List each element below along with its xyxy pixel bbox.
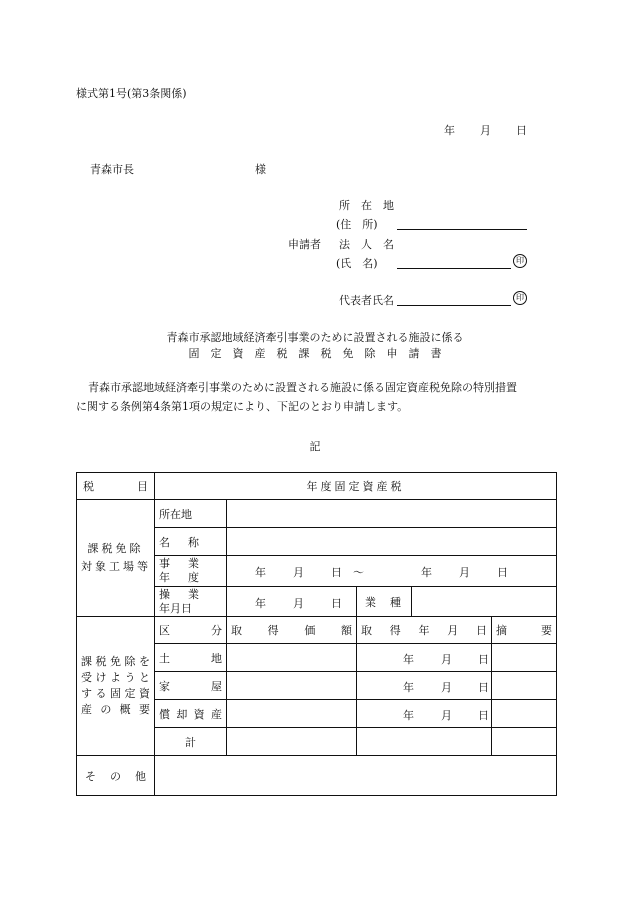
location-label-cell: 所在地 (155, 500, 227, 528)
date-month: 月 (480, 124, 491, 137)
total-date (357, 728, 492, 756)
cost-house[interactable] (227, 672, 357, 700)
operation-date-value[interactable]: 年 月 日 (227, 587, 357, 617)
name-line (397, 268, 511, 269)
header-cost: 取 得 価 額 (227, 617, 357, 644)
title-line1: 青森市承認地域経済牽引事業のために設置される施設に係る (166, 331, 464, 344)
application-table (76, 472, 557, 796)
row-label-house: 家 屋 (155, 672, 227, 700)
representative-label: 代表者氏名 (339, 294, 394, 307)
tax-item-value: 年度固定資産税 (155, 473, 557, 500)
title-line2: 固 定 資 産 税 課 税 免 除 申 請 書 (188, 347, 442, 360)
header-acq-date: 取 得 年 月 日 (357, 617, 492, 644)
header-category: 区 分 (155, 617, 227, 644)
seal-icon: 印 (513, 291, 527, 305)
note-house[interactable] (492, 672, 557, 700)
address-label: (住 所) (336, 218, 378, 231)
acq-date-land[interactable]: 年 月 日 (357, 644, 492, 672)
operation-date-label: 操 業 年月日 (155, 587, 227, 617)
business-period-value[interactable]: 年 月 日 ～ 年 月 日 (227, 556, 557, 587)
total-cost[interactable] (227, 728, 357, 756)
applicant-label: 申請者 (288, 238, 321, 251)
factory-group-label: 課税免除 対象工場等 (77, 500, 155, 617)
note-land[interactable] (492, 644, 557, 672)
other-label: そ の 他 (77, 756, 155, 796)
seal-icon: 印 (513, 254, 527, 268)
cost-depreciable[interactable] (227, 700, 357, 728)
representative-line (397, 305, 511, 306)
row-label-land: 土 地 (155, 644, 227, 672)
addressee-name: 青森市長 (90, 163, 134, 176)
tilde: ～ (353, 566, 364, 579)
tax-item-label: 税 目 (83, 480, 148, 493)
acq-date-house[interactable]: 年 月 日 (357, 672, 492, 700)
row-label-depreciable: 償 却 資 産 (155, 700, 227, 728)
asset-group-label: 課 税 免 除 を 受 け よ う と す る 固 定 資 産 の 概 要 (77, 617, 155, 756)
acq-date-depreciable[interactable]: 年 月 日 (357, 700, 492, 728)
body-line1: 青森市承認地域経済牽引事業のために設置される施設に係る固定資産税免除の特別措置 (88, 381, 517, 394)
name-label-cell: 名 称 (155, 528, 227, 556)
business-year-label: 事 業 年 度 (155, 556, 227, 587)
note-depreciable[interactable] (492, 700, 557, 728)
address-line (397, 229, 527, 230)
location-value[interactable] (227, 500, 557, 528)
tax-item-label-cell (77, 473, 155, 500)
location-label: 所 在 地 (339, 199, 394, 212)
header-note: 摘 要 (492, 617, 557, 644)
date-day: 日 (516, 124, 527, 137)
body-line2: に関する条例第4条第1項の規定により、下記のとおり申請します。 (76, 400, 409, 413)
date-year: 年 (444, 124, 455, 137)
other-value[interactable] (155, 756, 557, 796)
total-label: 計 (155, 728, 227, 756)
industry-label: 業 種 (357, 587, 412, 617)
corp-name-label: 法 人 名 (339, 238, 394, 251)
form-number: 様式第1号(第3条関係) (76, 87, 187, 100)
cost-land[interactable] (227, 644, 357, 672)
addressee-honorific: 様 (255, 163, 266, 176)
industry-value[interactable] (412, 587, 557, 617)
ki-label: 記 (309, 440, 321, 453)
person-name-label: (氏 名) (336, 257, 378, 270)
name-value[interactable] (227, 528, 557, 556)
total-note (492, 728, 557, 756)
